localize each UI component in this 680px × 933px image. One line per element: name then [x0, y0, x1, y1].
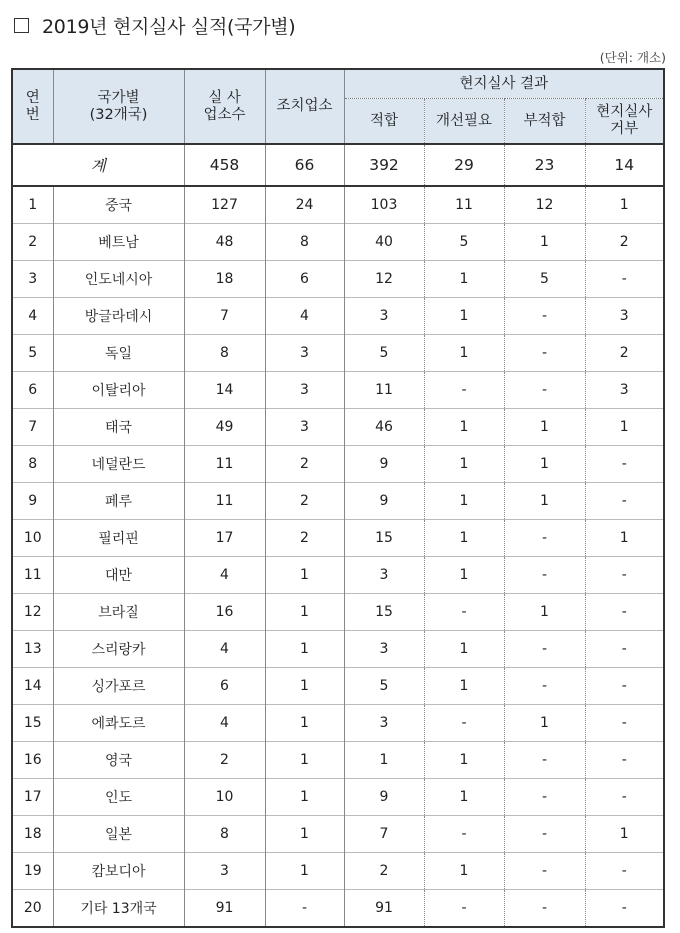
cell-country: 대만: [53, 557, 184, 594]
cell-refusal: -: [585, 594, 664, 631]
cell-actions: 4: [265, 298, 344, 335]
cell-unsuitable: -: [504, 298, 585, 335]
cell-refusal: 3: [585, 298, 664, 335]
header-improve: [424, 99, 504, 145]
cell-unsuitable: 1: [504, 446, 585, 483]
cell-unsuitable: -: [504, 668, 585, 705]
cell-refusal: -: [585, 742, 664, 779]
cell-unsuitable: -: [504, 816, 585, 853]
cell-improve: 1: [424, 409, 504, 446]
cell-inspections: 11: [184, 446, 265, 483]
cell-country: 독일: [53, 335, 184, 372]
cell-improve: 1: [424, 779, 504, 816]
table-row: [12, 557, 664, 594]
cell-suitable: 7: [344, 816, 424, 853]
cell-inspections: 7: [184, 298, 265, 335]
cell-unsuitable: 1: [504, 224, 585, 261]
cell-inspections: 4: [184, 557, 265, 594]
cell-no: 4: [12, 298, 53, 335]
cell-improve: 1: [424, 261, 504, 298]
cell-actions: 3: [265, 409, 344, 446]
cell-no: 9: [12, 483, 53, 520]
cell-inspections: 91: [184, 890, 265, 928]
table-row: [12, 668, 664, 705]
cell-unsuitable: 5: [504, 261, 585, 298]
cell-improve: -: [424, 705, 504, 742]
cell-no: 13: [12, 631, 53, 668]
cell-improve: -: [424, 816, 504, 853]
cell-unsuitable: 1: [504, 594, 585, 631]
header-inspections-text: 실 사 업소수: [203, 89, 246, 123]
header-suitable-text: 적합: [369, 112, 398, 129]
total-refusal: 14: [585, 144, 664, 186]
cell-actions: 1: [265, 594, 344, 631]
cell-suitable: 46: [344, 409, 424, 446]
cell-unsuitable: -: [504, 742, 585, 779]
cell-refusal: -: [585, 631, 664, 668]
cell-improve: 1: [424, 853, 504, 890]
cell-suitable: 15: [344, 520, 424, 557]
inspection-results-table: [11, 68, 665, 928]
cell-suitable: 12: [344, 261, 424, 298]
cell-improve: 1: [424, 742, 504, 779]
cell-unsuitable: -: [504, 779, 585, 816]
table-row: [12, 261, 664, 298]
cell-refusal: 1: [585, 816, 664, 853]
cell-suitable: 3: [344, 705, 424, 742]
cell-unsuitable: -: [504, 557, 585, 594]
cell-improve: -: [424, 372, 504, 409]
header-no-text: 연 번: [25, 89, 40, 123]
cell-suitable: 91: [344, 890, 424, 928]
cell-improve: 1: [424, 335, 504, 372]
table-row: [12, 742, 664, 779]
unit-label: (단위: 개소): [599, 50, 666, 65]
cell-actions: 1: [265, 631, 344, 668]
cell-unsuitable: 1: [504, 705, 585, 742]
cell-improve: 1: [424, 557, 504, 594]
page-title: [14, 12, 295, 38]
cell-improve: 1: [424, 298, 504, 335]
cell-country: 영국: [53, 742, 184, 779]
cell-inspections: 4: [184, 705, 265, 742]
cell-no: 2: [12, 224, 53, 261]
cell-inspections: 49: [184, 409, 265, 446]
header-inspections: [184, 69, 265, 144]
cell-actions: 1: [265, 816, 344, 853]
cell-country: 에콰도르: [53, 705, 184, 742]
cell-refusal: -: [585, 446, 664, 483]
cell-inspections: 48: [184, 224, 265, 261]
cell-unsuitable: -: [504, 372, 585, 409]
cell-country: 브라질: [53, 594, 184, 631]
cell-unsuitable: -: [504, 520, 585, 557]
cell-country: 중국: [53, 186, 184, 224]
table-row: [12, 186, 664, 224]
table-row: [12, 631, 664, 668]
cell-suitable: 3: [344, 557, 424, 594]
cell-improve: -: [424, 594, 504, 631]
cell-refusal: -: [585, 853, 664, 890]
cell-refusal: -: [585, 668, 664, 705]
cell-refusal: 2: [585, 335, 664, 372]
cell-country: 페루: [53, 483, 184, 520]
cell-refusal: 1: [585, 409, 664, 446]
table-body: [12, 144, 664, 927]
table-row: [12, 520, 664, 557]
header-result-group-text: 현지실사 결과: [459, 75, 549, 92]
cell-unsuitable: 1: [504, 483, 585, 520]
cell-improve: -: [424, 890, 504, 928]
table-row: [12, 594, 664, 631]
cell-actions: 24: [265, 186, 344, 224]
table-row: [12, 483, 664, 520]
cell-inspections: 14: [184, 372, 265, 409]
total-improve: 29: [424, 144, 504, 186]
cell-refusal: -: [585, 705, 664, 742]
checkbox-square-icon: [14, 18, 29, 33]
cell-no: 1: [12, 186, 53, 224]
cell-refusal: -: [585, 779, 664, 816]
table-header: [12, 69, 664, 144]
cell-no: 20: [12, 890, 53, 928]
cell-refusal: 2: [585, 224, 664, 261]
cell-actions: 2: [265, 520, 344, 557]
table-row: [12, 372, 664, 409]
cell-inspections: 17: [184, 520, 265, 557]
cell-no: 16: [12, 742, 53, 779]
cell-actions: 8: [265, 224, 344, 261]
cell-unsuitable: -: [504, 335, 585, 372]
cell-unsuitable: -: [504, 853, 585, 890]
table-row: [12, 298, 664, 335]
total-inspections: 458: [184, 144, 265, 186]
cell-no: 5: [12, 335, 53, 372]
total-label: 계: [12, 144, 184, 186]
cell-no: 17: [12, 779, 53, 816]
cell-refusal: 3: [585, 372, 664, 409]
cell-unsuitable: -: [504, 631, 585, 668]
total-row: [12, 144, 664, 186]
cell-inspections: 16: [184, 594, 265, 631]
header-refusal-text: 현지실사 거부: [596, 104, 653, 137]
cell-actions: 1: [265, 742, 344, 779]
cell-no: 19: [12, 853, 53, 890]
cell-refusal: -: [585, 483, 664, 520]
cell-actions: 1: [265, 853, 344, 890]
header-unsuitable: [504, 99, 585, 145]
header-suitable: [344, 99, 424, 145]
cell-country: 인도네시아: [53, 261, 184, 298]
cell-suitable: 2: [344, 853, 424, 890]
cell-inspections: 11: [184, 483, 265, 520]
header-country-text: 국가별 (32개국): [89, 89, 148, 123]
cell-no: 12: [12, 594, 53, 631]
cell-actions: 1: [265, 557, 344, 594]
cell-inspections: 4: [184, 631, 265, 668]
cell-refusal: -: [585, 890, 664, 928]
cell-refusal: 1: [585, 520, 664, 557]
total-unsuitable: 23: [504, 144, 585, 186]
cell-actions: 1: [265, 779, 344, 816]
cell-country: 필리핀: [53, 520, 184, 557]
cell-no: 3: [12, 261, 53, 298]
cell-suitable: 40: [344, 224, 424, 261]
cell-inspections: 3: [184, 853, 265, 890]
cell-no: 15: [12, 705, 53, 742]
cell-improve: 1: [424, 668, 504, 705]
cell-country: 베트남: [53, 224, 184, 261]
cell-no: 6: [12, 372, 53, 409]
cell-refusal: -: [585, 557, 664, 594]
cell-inspections: 18: [184, 261, 265, 298]
cell-country: 태국: [53, 409, 184, 446]
cell-no: 14: [12, 668, 53, 705]
cell-improve: 11: [424, 186, 504, 224]
cell-inspections: 10: [184, 779, 265, 816]
cell-suitable: 9: [344, 483, 424, 520]
cell-suitable: 15: [344, 594, 424, 631]
cell-country: 네덜란드: [53, 446, 184, 483]
cell-actions: 3: [265, 335, 344, 372]
header-country: [53, 69, 184, 144]
cell-country: 이탈리아: [53, 372, 184, 409]
table-row: [12, 779, 664, 816]
cell-suitable: 5: [344, 335, 424, 372]
title-text: 2019년 현지실사 실적(국가별): [42, 15, 296, 38]
cell-suitable: 11: [344, 372, 424, 409]
cell-no: 10: [12, 520, 53, 557]
table-row: [12, 853, 664, 890]
total-suitable: 392: [344, 144, 424, 186]
header-result-group: [344, 69, 664, 99]
header-refusal: [585, 99, 664, 145]
header-actions: [265, 69, 344, 144]
cell-no: 18: [12, 816, 53, 853]
header-no: [12, 69, 53, 144]
table-row: [12, 409, 664, 446]
cell-actions: 6: [265, 261, 344, 298]
cell-improve: 1: [424, 483, 504, 520]
cell-actions: 1: [265, 668, 344, 705]
cell-inspections: 2: [184, 742, 265, 779]
cell-refusal: -: [585, 261, 664, 298]
cell-suitable: 9: [344, 779, 424, 816]
cell-improve: 5: [424, 224, 504, 261]
cell-actions: 2: [265, 446, 344, 483]
cell-country: 스리랑카: [53, 631, 184, 668]
cell-suitable: 5: [344, 668, 424, 705]
table-row: [12, 446, 664, 483]
cell-actions: 1: [265, 705, 344, 742]
table-row: [12, 890, 664, 928]
cell-actions: 2: [265, 483, 344, 520]
table-row: [12, 224, 664, 261]
cell-suitable: 9: [344, 446, 424, 483]
cell-country: 방글라데시: [53, 298, 184, 335]
table-row: [12, 816, 664, 853]
cell-unsuitable: 12: [504, 186, 585, 224]
cell-no: 11: [12, 557, 53, 594]
header-actions-text: 조치업소: [276, 98, 333, 114]
cell-inspections: 6: [184, 668, 265, 705]
cell-suitable: 103: [344, 186, 424, 224]
header-improve-text: 개선필요: [435, 112, 493, 129]
cell-inspections: 8: [184, 816, 265, 853]
cell-unsuitable: 1: [504, 409, 585, 446]
cell-inspections: 127: [184, 186, 265, 224]
cell-inspections: 8: [184, 335, 265, 372]
cell-country: 기타 13개국: [53, 890, 184, 928]
cell-no: 8: [12, 446, 53, 483]
cell-refusal: 1: [585, 186, 664, 224]
header-unsuitable-text: 부적합: [523, 112, 566, 129]
cell-country: 일본: [53, 816, 184, 853]
cell-improve: 1: [424, 631, 504, 668]
cell-actions: -: [265, 890, 344, 928]
cell-country: 캄보디아: [53, 853, 184, 890]
cell-improve: 1: [424, 520, 504, 557]
cell-country: 싱가포르: [53, 668, 184, 705]
cell-actions: 3: [265, 372, 344, 409]
cell-improve: 1: [424, 446, 504, 483]
cell-no: 7: [12, 409, 53, 446]
cell-suitable: 3: [344, 298, 424, 335]
cell-country: 인도: [53, 779, 184, 816]
cell-suitable: 1: [344, 742, 424, 779]
table-row: [12, 335, 664, 372]
cell-unsuitable: -: [504, 890, 585, 928]
total-actions: 66: [265, 144, 344, 186]
cell-suitable: 3: [344, 631, 424, 668]
table-row: [12, 705, 664, 742]
